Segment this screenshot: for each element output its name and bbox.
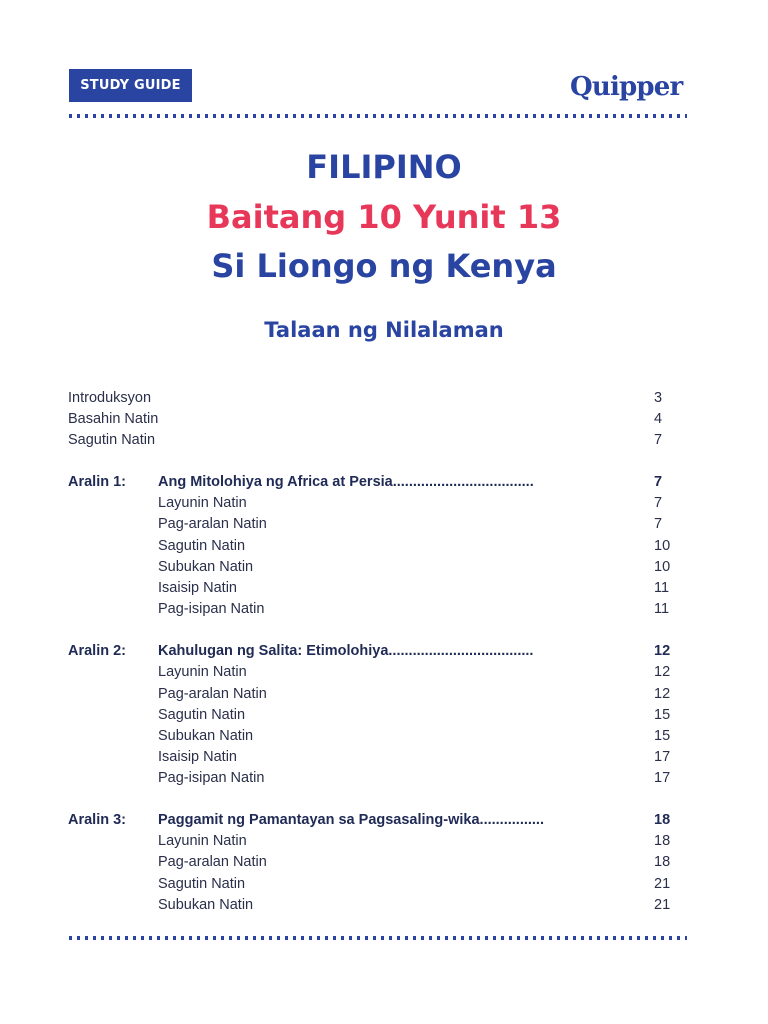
toc-entry-page: 10 bbox=[654, 538, 671, 554]
toc-entry-page: 7 bbox=[654, 495, 663, 511]
toc-subitem[interactable] bbox=[0, 852, 768, 873]
lesson-title: Paggamit ng Pamantayan sa Pagsasaling-wika................ bbox=[158, 812, 544, 828]
toc-entry-page: 21 bbox=[654, 897, 671, 913]
toc-entry-page: 7 bbox=[654, 432, 663, 448]
toc-subitem[interactable] bbox=[0, 747, 768, 768]
lesson-page: 7 bbox=[654, 474, 663, 490]
grade-unit-title: Baitang 10 Yunit 13 bbox=[206, 198, 562, 236]
toc-entry-page: 4 bbox=[654, 411, 663, 427]
toc-entry-label: Basahin Natin bbox=[68, 411, 159, 427]
toc-subitem[interactable] bbox=[0, 768, 768, 789]
toc-subitem[interactable] bbox=[0, 599, 768, 620]
toc-entry-page: 3 bbox=[654, 390, 663, 406]
toc-entry-label: Sagutin Natin bbox=[158, 876, 246, 892]
toc-entry-page: 18 bbox=[654, 854, 671, 870]
toc-subitem[interactable] bbox=[0, 874, 768, 895]
toc-entry-label: Subukan Natin bbox=[158, 728, 254, 744]
toc-entry-label: Subukan Natin bbox=[158, 897, 254, 913]
toc-row-basahin-natin[interactable] bbox=[0, 409, 768, 430]
toc-entry-label: Sagutin Natin bbox=[68, 432, 156, 448]
toc-entry-page: 11 bbox=[654, 580, 670, 596]
toc-subitem[interactable] bbox=[0, 726, 768, 747]
toc-entry-label: Pag-aralan Natin bbox=[158, 686, 267, 702]
toc-entry-page: 17 bbox=[654, 749, 671, 765]
toc-entry-label: Layunin Natin bbox=[158, 664, 247, 680]
bottom-dotted-divider bbox=[69, 936, 687, 940]
toc-entry-page: 12 bbox=[654, 686, 671, 702]
toc-entry-label: Pag-aralan Natin bbox=[158, 854, 267, 870]
toc-subitem[interactable] bbox=[0, 662, 768, 683]
toc-subitem[interactable] bbox=[0, 536, 768, 557]
toc-entry-label: Layunin Natin bbox=[158, 833, 247, 849]
toc-entry-page: 17 bbox=[654, 770, 671, 786]
toc-entry-label: Sagutin Natin bbox=[158, 538, 246, 554]
lesson-number: Aralin 3: bbox=[68, 812, 127, 828]
lesson-page: 18 bbox=[654, 812, 671, 828]
toc-entry-label: Sagutin Natin bbox=[158, 707, 246, 723]
toc-entry-label: Pag-isipan Natin bbox=[158, 770, 265, 786]
toc-subitem[interactable] bbox=[0, 578, 768, 599]
lesson-title: Kahulugan ng Salita: Etimolohiya.................................... bbox=[158, 643, 534, 659]
toc-row-introduksyon[interactable] bbox=[0, 388, 768, 409]
toc-subitem[interactable] bbox=[0, 705, 768, 726]
toc-entry-label: Isaisip Natin bbox=[158, 580, 237, 596]
lesson-number: Aralin 1: bbox=[68, 474, 127, 490]
lesson-title: Ang Mitolohiya ng Africa at Persia................................... bbox=[158, 474, 534, 490]
toc-subitem[interactable] bbox=[0, 831, 768, 852]
lesson-page: 12 bbox=[654, 643, 671, 659]
story-title: Si Liongo ng Kenya bbox=[211, 247, 557, 285]
toc-entry-label: Layunin Natin bbox=[158, 495, 247, 511]
toc-entry-page: 7 bbox=[654, 516, 663, 532]
toc-entry-page: 15 bbox=[654, 707, 671, 723]
toc-entry-label: Pag-aralan Natin bbox=[158, 516, 267, 532]
toc-subitem[interactable] bbox=[0, 895, 768, 916]
study-guide-badge: STUDY GUIDE bbox=[69, 69, 192, 102]
quipper-logo: Quipper bbox=[570, 72, 683, 102]
toc-entry-label: Introduksyon bbox=[68, 390, 152, 406]
toc-entry-label: Pag-isipan Natin bbox=[158, 601, 265, 617]
toc-subitem[interactable] bbox=[0, 684, 768, 705]
toc-heading: Talaan ng Nilalaman bbox=[264, 318, 504, 342]
toc-subitem[interactable] bbox=[0, 557, 768, 578]
lesson-number: Aralin 2: bbox=[68, 643, 127, 659]
subject-title: FILIPINO bbox=[306, 148, 462, 186]
toc-row-sagutin-natin[interactable] bbox=[0, 430, 768, 451]
toc-entry-label: Subukan Natin bbox=[158, 559, 254, 575]
toc-entry-page: 10 bbox=[654, 559, 671, 575]
toc-entry-page: 12 bbox=[654, 664, 671, 680]
toc-lesson-3-heading[interactable] bbox=[0, 810, 768, 831]
toc-entry-label: Isaisip Natin bbox=[158, 749, 237, 765]
toc-entry-page: 21 bbox=[654, 876, 671, 892]
toc-subitem[interactable] bbox=[0, 514, 768, 535]
toc-entry-page: 18 bbox=[654, 833, 671, 849]
toc-entry-page: 11 bbox=[654, 601, 670, 617]
toc-lesson-1-heading[interactable] bbox=[0, 472, 768, 493]
toc-lesson-2-heading[interactable] bbox=[0, 641, 768, 662]
toc-subitem[interactable] bbox=[0, 493, 768, 514]
toc-entry-page: 15 bbox=[654, 728, 671, 744]
